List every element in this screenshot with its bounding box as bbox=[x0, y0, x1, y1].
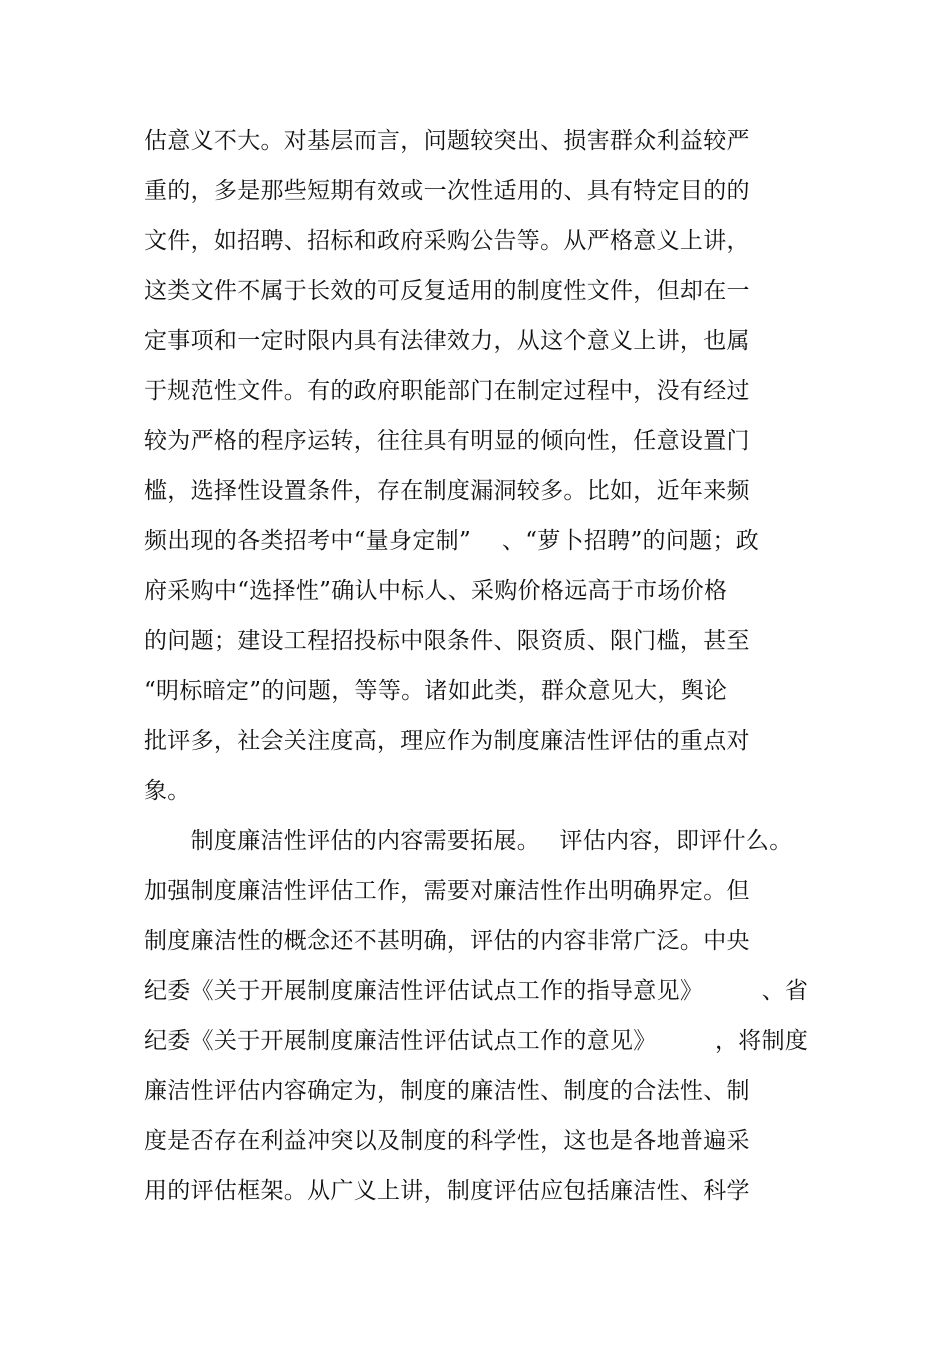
text-line: 于规范性文件。有的政府职能部门在制定过程中，没有经过 bbox=[144, 378, 750, 404]
text-line: 这类文件不属于长效的可反复适用的制度性文件，但却在一 bbox=[144, 278, 750, 304]
text-line: 的问题；建设工程招投标中限条件、限资质、限门槛，甚至 bbox=[144, 628, 750, 654]
text-line: 估意义不大。对基层而言，问题较突出、损害群众利益较严 bbox=[144, 128, 750, 154]
text-line: 加强制度廉洁性评估工作，需要对廉洁性作出明确界定。但 bbox=[144, 878, 750, 904]
text-line: 度是否存在利益冲突以及制度的科学性，这也是各地普遍采 bbox=[144, 1128, 750, 1154]
text-line: 槛，选择性设置条件，存在制度漏洞较多。比如，近年来频 bbox=[144, 478, 750, 504]
text-line: 象。 bbox=[144, 778, 191, 804]
text-line: 定事项和一定时限内具有法律效力，从这个意义上讲，也属 bbox=[144, 328, 750, 354]
text-line: 制度廉洁性的概念还不甚明确，评估的内容非常广泛。中央 bbox=[144, 928, 750, 954]
text-line: 纪委《关于开展制度廉洁性评估试点工作的意见》 ，将制度 bbox=[144, 1028, 809, 1054]
text-line: “明标暗定”的问题，等等。诸如此类，群众意见大，舆论 bbox=[144, 678, 728, 704]
text-line: 用的评估框架。从广义上讲，制度评估应包括廉洁性、科学 bbox=[144, 1178, 750, 1204]
text-line: 廉洁性评估内容确定为，制度的廉洁性、制度的合法性、制 bbox=[144, 1078, 750, 1104]
text-line: 批评多，社会关注度高，理应作为制度廉洁性评估的重点对 bbox=[144, 728, 750, 754]
text-line: 府采购中“选择性”确认中标人、采购价格远高于市场价格 bbox=[144, 578, 728, 604]
text-line: 纪委《关于开展制度廉洁性评估试点工作的指导意见》 、省 bbox=[144, 978, 809, 1004]
text-line: 较为严格的程序运转，往往具有明显的倾向性，任意设置门 bbox=[144, 428, 750, 454]
text-line: 文件，如招聘、招标和政府采购公告等。从严格意义上讲， bbox=[144, 228, 750, 254]
text-line: 频出现的各类招考中“量身定制” 、“萝卜招聘”的问题；政 bbox=[144, 528, 760, 554]
text-line: 制度廉洁性评估的内容需要拓展。 评估内容，即评什么。 bbox=[144, 828, 793, 854]
text-line: 重的，多是那些短期有效或一次性适用的、具有特定目的的 bbox=[144, 178, 750, 204]
